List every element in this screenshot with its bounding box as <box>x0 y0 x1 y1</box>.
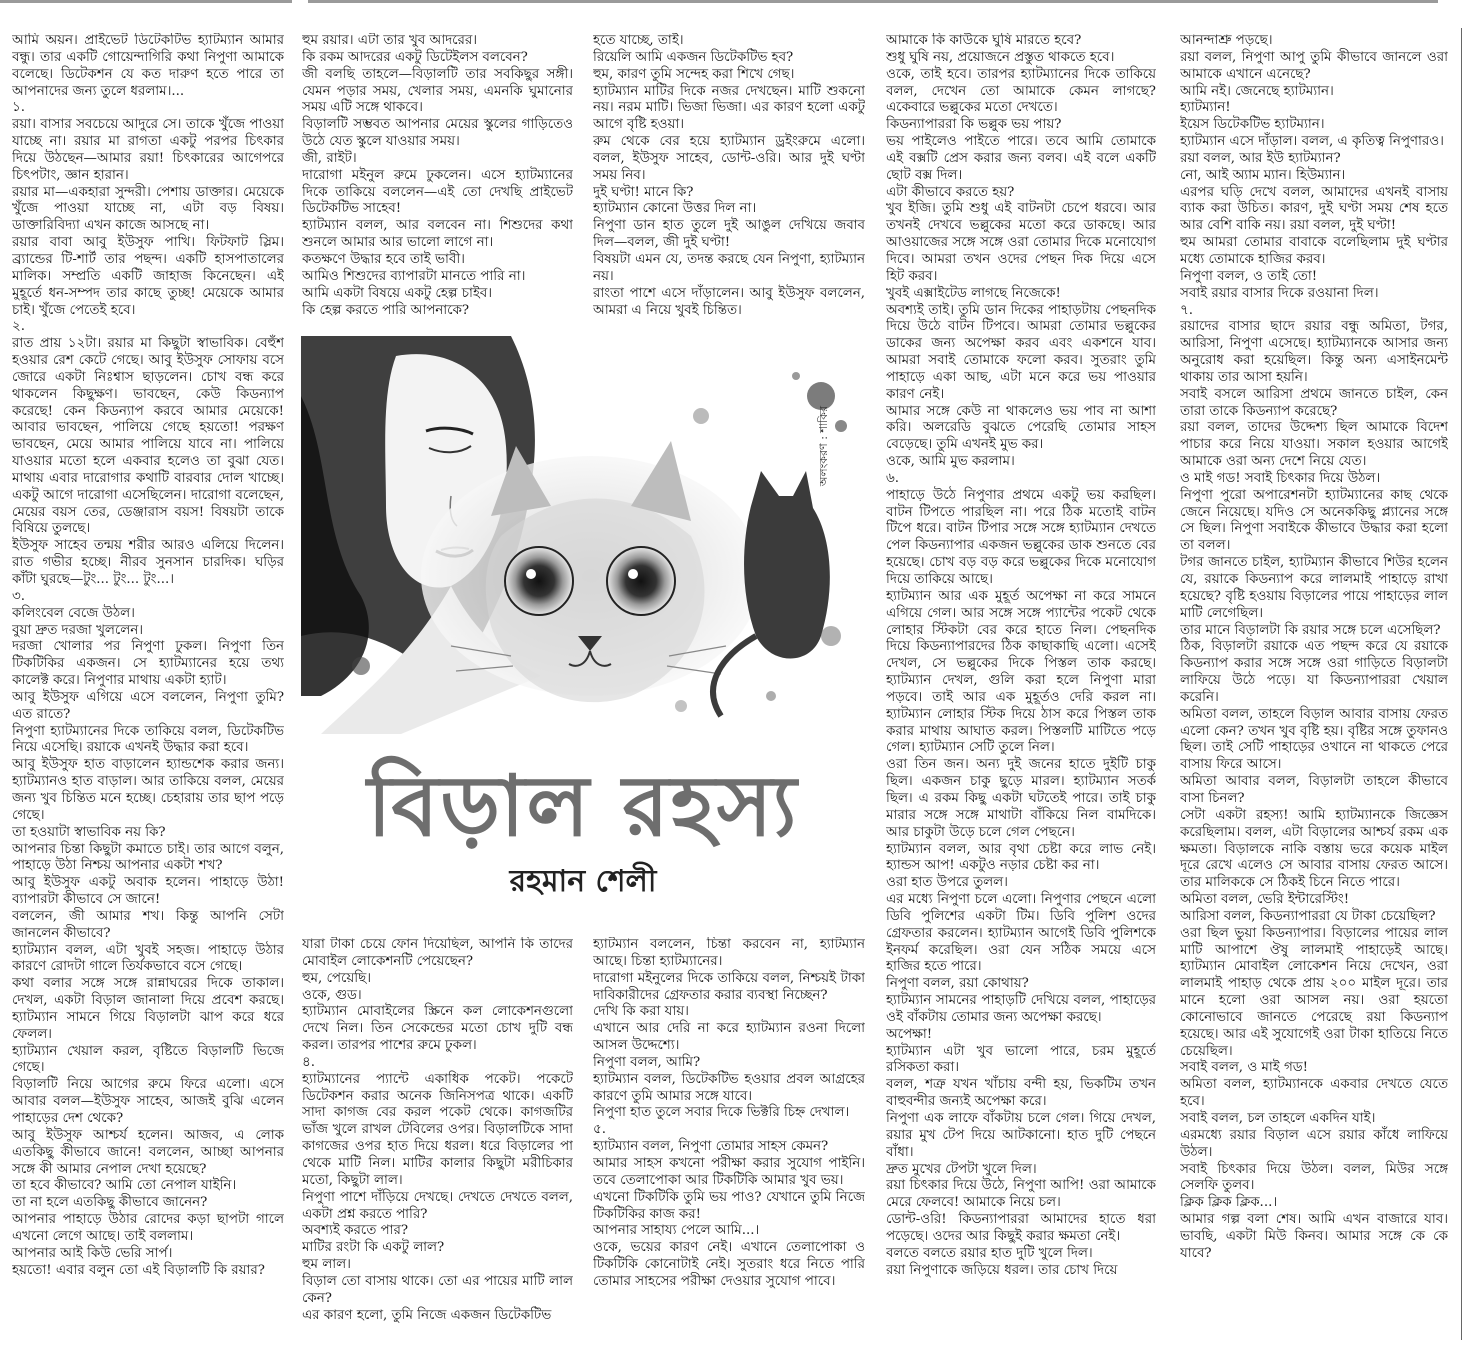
paragraph: নিপুণা এক লাফে বাঁকটায় চলে গেল। গিয়ে দেখল, রয়ার মুখ টেপ দিয়ে আটকানো। হাত দুটি পেছনে বাঁধা। <box>886 1111 1156 1160</box>
paragraph: এরমধ্যে রয়ার বিড়াল এসে রয়ার কাঁধে লাফিয়ে উঠল। <box>1180 1127 1448 1160</box>
right-edge-rule <box>1461 28 1462 1340</box>
paragraph: তা না হলে এতকিছু কীভাবে জানেন? <box>12 1195 208 1211</box>
paragraph: এখানে আর দেরি না করে হ্যাটম্যান রওনা দিলো আসল উদ্দেশ্যে। <box>593 1021 865 1054</box>
paragraph: হ্যাটম্যান বললেন, চিন্তা করবেন না, হ্যাটম্যান আছে। চিন্তা হ্যাটম্যানের। <box>593 937 865 969</box>
paragraph: আমি নই। জেনেছে হ্যাটম্যান। <box>1180 83 1334 99</box>
paragraph: রয়া বলল, তাদের উদ্দেশ্য ছিল আমাকে বিদেশ পাচার করে নিয়ে যাওয়া। সকাল হওয়ার আগেই আমাকে ওরা অন্য দেশে নিয়ে যেত। <box>1180 420 1448 470</box>
paragraph: এরপর ঘড়ি দেখে বলল, আমাদের এখনই বাসায় ব্যাক করা উচিত। কারণ, দুই ঘণ্টা সময় শেষ হতে আর বেশি বাকি নয়। রয়া বলল, দুই ঘণ্টা! <box>1180 184 1448 234</box>
paragraph: কতক্ষণে উদ্ধার হবে তাই ভাবী। <box>302 251 465 267</box>
paragraph: আনন্দাশ্রু পড়ছে। <box>1180 33 1273 48</box>
paragraph: এটা কীভাবে করতে হয়? <box>886 184 1015 200</box>
paragraph: নিপুণা হ্যাটম্যানের দিকে তাকিয়ে বলল, ডিটেকটিভ নিয়ে এসেছি। রয়াকে এখনই উদ্ধার করা হবে। <box>12 723 284 756</box>
top-rule <box>0 0 1467 8</box>
paragraph: কিডন্যাপাররা কি ভল্লুক ভয় পায়? <box>886 117 1062 133</box>
paragraph: ক্লিক ক্লিক ক্লিক...। <box>1180 1195 1278 1211</box>
column-4 <box>886 33 1156 1343</box>
paragraph: বলল, শত্রু যখন খাঁচায় বন্দী হয়, ভিকটিম তখন বাহুবন্দীর জন্যই অপেক্ষা করে। <box>886 1077 1156 1110</box>
paragraph: বললেন, জী আমার শখ। কিন্তু আপনি সেটা জানলেন কীভাবে? <box>12 908 284 941</box>
paragraph: ও মাই গড! সবাই চিৎকার দিয়ে উঠল। <box>1180 470 1381 486</box>
paragraph: ২. <box>12 319 25 335</box>
paragraph: কলিংবেল বেজে উঠল। <box>12 605 135 621</box>
paragraph: হ্যাটম্যান কোনো উত্তর দিল না। <box>593 201 757 217</box>
paragraph: তা হওয়াটা স্বাভাবিক নয় কি? <box>12 824 166 840</box>
paragraph: ইয়েস ডিটেকটিভ হ্যাটম্যান। <box>1180 117 1325 133</box>
paragraph: হুম লাল। <box>302 1257 351 1273</box>
paragraph: হ্যাটম্যান মোবাইলের স্ক্রিনে কল লোকেশনগুলো দেখে নিল। তিন সেকেন্ডের মতো চোখ দুটি বন্ধ করল। তারপর পাশের রুমে ঢুকল। <box>302 1004 573 1054</box>
paragraph: হ্যাটম্যান! <box>1180 100 1231 116</box>
paragraph: ইউসুফ সাহেব তন্ময় শরীর আরও এলিয়ে দিলেন। রাত গভীর হচ্ছে। নীরব সুনসান চারদিক। ঘড়ির কাঁটা ঘুরছে—টুং... টুং... টুং...। <box>12 538 284 587</box>
paragraph: আবু ইউসুফ একটু অবাক হলেন। পাহাড়ে উঠা! ব্যাপারটা কীভাবে সে জানে! <box>12 875 284 908</box>
paragraph: ৭. <box>1180 302 1193 318</box>
paragraph: মাটির রংটা কি একটু লাল? <box>302 1240 445 1256</box>
paragraph: হ্যাটম্যান খেয়াল করল, বৃষ্টিতে বিড়ালটি ভিজে গেছে। <box>12 1043 284 1076</box>
paragraph: দ্রুত মুখের টেপটা খুলে দিল। <box>886 1161 1037 1177</box>
column-1 <box>12 33 284 1343</box>
paragraph: এর কারণ হলো, তুমি নিজে একজন ডিটেকটিভ <box>302 1307 552 1323</box>
paragraph: আপনার চিন্তা কিছুটা কমাতে চাই। তার আগে বলুন, পাহাড়ে উঠা নিশ্চয় আপনার একটা শখ? <box>12 841 284 874</box>
paragraph: হতে যাচ্ছে, তাই। <box>593 33 684 48</box>
paragraph: হুম রয়ার। এটা তার খুব আদরের। <box>302 33 478 48</box>
paragraph: হ্যাটম্যানের প্যান্টে একাধিক পকেট। পকেটে ডিটেকশন করার অনেক জিনিসপত্র থাকে। একটি সাদা কাগজ বের করল পকেট থেকে। কাগজটির ভাঁজ খুলে রাখল টেবিলের ওপর। বিড়ালটিকে সাদা কাগজের ওপর হাত দিয়ে ধরল। ধরে বিড়ালের পা থেকে মাটি নিল। মাটির কালার কিছুটা মরীচিকার মতো, কিছুটা লাল। <box>302 1071 573 1188</box>
paragraph: আরিসা বলল, কিডন্যাপাররা যে টাকা চেয়েছিল? <box>1180 908 1436 924</box>
paragraph: তার মানে বিড়ালটা কি রয়ার সঙ্গে চলে এসেছিল? <box>1180 622 1441 638</box>
paragraph: বলতে বলতে রয়ার হাত দুটি খুলে দিল। <box>886 1245 1093 1261</box>
paragraph: আবু ইউসুফ আশ্চর্য হলেন। আজব, এ লোক এতকিছু কীভাবে জানে! বললেন, আচ্ছা আপনার সঙ্গে কী আমার নেপাল দেখা হয়েছে? <box>12 1127 284 1177</box>
paragraph: পাহাড়ে উঠে নিপুণার প্রথমে একটু ভয় করছিল। বাটন টিপতে পারছিল না। পরে ঠিক মতোই বাটন টিপে ধরে। বাটন টিপার সঙ্গে সঙ্গে হ্যাটম্যান দেখতে পেল কিডন্যাপার একজন ভল্লুকের ডাক শুনতে বের হয়েছে। চোখ বড় বড় করে ভল্লুকের দিকে মনোযোগ দিয়ে তাকিয়ে আছে। <box>886 487 1156 587</box>
paragraph: খুব ইজি। তুমি শুধু এই বাটনটা চেপে ধরবে। আর তখনই দেখবে ভল্লুকের মতো করে ডাকছে। আর আওয়াজের সঙ্গে সঙ্গে ওরা তোমার দিকে মনোযোগ দিবে। আমরা তখন ওদের পেছন দিক দিয়ে এসে হিট করব। <box>886 201 1156 284</box>
paragraph: সেটা একটা রহস্য! আমি হ্যাটম্যানকে জিজ্ঞেস করেছিলাম। বলল, এটা বিড়ালের আশ্চর্য রকম এক ক্ষমতা। বিড়ালকে নাকি বস্তায় ভরে কয়েক মাইল দূরে রেখে এলেও সে আবার বাসায় ফেরত আসে। তার মালিককে সে ঠিকই চিনে নিতে পারে। <box>1180 807 1448 891</box>
paragraph: আপনার পাহাড়ে উঠার রোদের কড়া ছাপটা গালে এখনো লেগে আছে। তাই বললাম। <box>12 1212 284 1244</box>
illustration-credit: অলংকরণ : শাকির <box>817 406 830 487</box>
paragraph: নিপুণা হাত তুলে সবার দিকে ভিক্টরি চিহ্ন দেখাল। <box>593 1105 850 1121</box>
paragraph: দরজা খোলার পর নিপুণা ঢুকল। নিপুণা তিন টিকটিকির একজন। সে হ্যাটম্যানের হয়ে তথ্য কালেক্ট করে। নিপুণার মাথায় একটা হ্যাট। <box>12 639 284 689</box>
paragraph: আমি একটা বিষয়ে একটু হেল্প চাইব। <box>302 285 493 301</box>
paragraph: হ্যাটম্যান সামনের পাহাড়টি দেখিয়ে বলল, পাহাড়ের ওই বাঁকটায় তোমার জন্য অপেক্ষা করছে। <box>886 993 1156 1025</box>
paragraph: শুধু ঘুষি নয়, প্রয়োজনে প্রস্তুত থাকতে হবে। <box>886 49 1115 65</box>
paragraph: যারা টাকা চেয়ে ফোন দিয়েছিল, আপনি কি তাদের মোবাইল লোকেশনটি পেয়েছেন? <box>302 937 573 969</box>
paragraph: হ্যাটম্যান এসে দাঁড়াল। বলল, এ কৃতিত্ব নিপুণারও। <box>1180 134 1444 150</box>
top-rule-segment <box>0 0 292 3</box>
paragraph: ৪. <box>302 1054 315 1070</box>
paragraph: ঠিক, বিড়ালটা রয়াকে এত পছন্দ করে যে রয়াকে কিডন্যাপ করার সঙ্গে সঙ্গে ওরা গাড়িতে বিড়ালটা লাফিয়ে উঠে পড়ে। যা কিডন্যাপাররা খেয়াল করেনি। <box>1180 639 1448 705</box>
paragraph: টগর জানতে চাইল, হ্যাটম্যান কীভাবে শিউর হলেন যে, রয়াকে কিডন্যাপ করে লালমাই পাহাড়ে রাখা হয়েছে? বৃষ্টি হওয়ায় বিড়ালের পায়ে পাহাড়ের লাল মাটি লেগেছিল। <box>1180 555 1448 621</box>
column-3-top <box>593 33 865 329</box>
paragraph: নিপুণা ডান হাত তুলে দুই আঙুল দেখিয়ে জবাব দিল—বলল, জী দুই ঘণ্টা! <box>593 218 865 251</box>
paragraph: এর মধ্যে নিপুণা চলে এলো। নিপুণার পেছনে এলো ডিবি পুলিশের একটা টিম। ডিবি পুলিশ ওদের গ্রেফতার করলেন। হ্যাটম্যান আগেই ডিবি পুলিশকে ইনফর্ম করেছিল। ওরা যেন সঠিক সময়ে এসে হাজির হতে পারে। <box>886 892 1156 975</box>
paragraph: রয়া। বাসার সবচেয়ে আদুরে সে। তাকে খুঁজে পাওয়া যাচ্ছে না। রয়ার মা রাগতা একটু পরপর চিৎকার দিয়ে উঠছেন—আমার রয়া! চিৎকারের আগেপরে চিৎপটাং, জ্ঞান হারান। <box>12 117 284 183</box>
paragraph: হুম আমরা তোমার বাবাকে বলেছিলাম দুই ঘণ্টার মধ্যে তোমাকে হাজির করব। <box>1180 235 1448 267</box>
paragraph: হয়তো! এবার বলুন তো এই বিড়ালটি কি রয়ার? <box>12 1262 265 1278</box>
paragraph: রয়াদের বাসার ছাদে রয়ার বন্ধু অমিতা, টগর, আরিসা, নিপুণা এসেছে। হ্যাটম্যানকে আসার জন্য অনুরোধ করা হয়েছিল। কিন্তু অন্য এসাইনমেন্ট থাকায় তার আসা হয়নি। <box>1180 319 1448 385</box>
paragraph: দারোগা মইনুল রুমে ঢুকলেন। এসে হ্যাটম্যানের দিকে তাকিয়ে বললেন—এই তো দেখছি প্রাইভেট ডিটেকটিভ সাহেব! <box>302 167 573 217</box>
paragraph: রুম থেকে বের হয়ে হ্যাটম্যান ড্রইংরুমে এলো। বলল, ইউসুফ সাহেব, ডোন্ট-ওরি। আর দুই ঘণ্টা সময় নিব। <box>593 134 865 183</box>
paragraph: সবাই চিৎকার দিয়ে উঠল। বলল, মিউর সঙ্গে সেলফি তুলব। <box>1180 1161 1448 1194</box>
paragraph: ওরা তিন জন। অন্য দুই জনের হাতে দুইটি চাকু ছিল। একজন চাকু ছুড়ে মারল। হ্যাটম্যান সতর্ক ছিল। এ রকম কিছু একটা ঘটতেই পারে। তাই চাকু মারার সঙ্গে সঙ্গে মাথাটা বাঁকিয়ে নিল বামদিকে। আর চাকুটা উড়ে চলে গেল পেছনে। <box>886 757 1156 840</box>
paragraph: আমার সঙ্গে কেউ না থাকলেও ভয় পাব না আশা করি। অলরেডি বুঝতে পেরেছি তোমার সাহস বেড়েছে। তুমি এখনই মুভ কর। <box>886 403 1156 453</box>
paragraph: বিড়ালটি নিয়ে আগের রুমে ফিরে এলো। এসে আবার বলল—ইউসুফ সাহেব, আজই বুঝি এলেন পাহাড়ের দেশ থেকে? <box>12 1077 284 1126</box>
paragraph: রাত প্রায় ১২টা। রয়ার মা কিছুটা স্বাভাবিক। বেহুঁশ হওয়ার রেশ কেটে গেছে। আবু ইউসুফ সোফায় বসে জোরে একটা নিঃশ্বাস ছাড়লেন। চোখ বন্ধ করে থাকলেন কিছুক্ষণ। ভাবছেন, কেউ কিডন্যাপ করেছে! কেন কিডন্যাপ করবে আমার মেয়েকে! আবার ভাবছেন, পালিয়ে গেছে হয়তো! পরক্ষণ ভাবছেন, মেয়ে আমার পালিয়ে যাবে না। পালিয়ে যাওয়ার মতো হলে একবার হলেও তা বুঝা যেত। মাথায় এবার দারোগার কথাটি বারবার দোল খাচ্ছে। একটু আগে দারোগা এসেছিলেন। দারোগা বলেছেন, মেয়ের বয়স তের, ডেঞ্জারাস বয়স! বিষয়টা তাকে বিষিয়ে তুলছে। <box>12 336 284 537</box>
paragraph: নিপুণা পুরো অপারেশনটা হ্যাটম্যানের কাছ থেকে জেনে নিয়েছে। যদিও সে অনেককিছু প্ল্যানের সঙ্গে সে ছিল। নিপুণা সবাইকে কীভাবে উদ্ধার করা হলো তা বলল। <box>1180 487 1448 554</box>
paragraph: ওকে, গুড। <box>302 987 362 1003</box>
paragraph: হ্যাটম্যান বলল, আর বলবেন না। শিশুদের কথা শুনলে আমার আর ভালো লাগে না। <box>302 218 573 251</box>
paragraph: হ্যাটম্যান বলল, এটা খুবই সহজ। পাহাড়ে উঠার কারণে রোদটা গালে তির্যকভাবে বসে গেছে। <box>12 942 284 975</box>
paragraph: ডোন্ট-ওরি! কিডন্যাপাররা আমাদের হাতে ধরা পড়েছে। ওদের আর কিছুই করার ক্ষমতা নেই। <box>886 1212 1156 1244</box>
paragraph: সবাই রয়ার বাসার দিকে রওয়ানা দিল। <box>1180 285 1379 301</box>
paragraph: রিয়েলি আমি একজন ডিটেকটিভ হব? <box>593 49 794 65</box>
paragraph: রয়া নিপুণাকে জড়িয়ে ধরল। তার চোখ দিয়ে <box>886 1262 1118 1278</box>
paragraph: ওকে, ভয়ের কারণ নেই। এখানে তেলাপোকা ও টিকটিকি কোনোটাই নেই। সুতরাং ধরে নিতে পারি তোমার সাহসের পরীক্ষা দেওয়ার সুযোগ পাবে। <box>593 1240 865 1289</box>
column-2-bottom <box>302 937 573 1343</box>
paragraph: ওকে, তাই হবে। তারপর হ্যাটম্যানের দিকে তাকিয়ে বলল, দেখেন তো আমাকে কেমন লাগছে? একেবারে ভল্লুকের মতো দেখতে। <box>886 66 1156 116</box>
paragraph: রয়া বলল, নিপুণা আপু তুমি কীভাবে জানলে ওরা আমাকে এখানে এনেছে? <box>1180 49 1448 82</box>
paragraph: হ্যাটম্যান বলল, নিপুণা তোমার সাহস কেমন? <box>593 1139 829 1155</box>
paragraph: ৬. <box>886 470 899 486</box>
girl-and-cats-illustration <box>301 336 865 734</box>
paragraph: রয়ার মা—একহারা সুন্দরী। পেশায় ডাক্তার। মেয়েকে খুঁজে পাওয়া যাচ্ছে না, এটা বড় বিষয়। ডাক্তারিবিদ্যা এখন কাজে আসছে না। <box>12 184 284 234</box>
paragraph: ওরা হাত উপরে তুলল। <box>886 875 1008 891</box>
paragraph: বিড়ালটি সম্ভবত আপনার মেয়ের স্কুলের গাড়িতেও উঠে যেত স্কুলে যাওয়ার সময়। <box>302 117 573 150</box>
paragraph: ৫. <box>593 1122 606 1138</box>
paragraph: সবাই বলল, চল তাহলে একদিন যাই। <box>1180 1111 1376 1126</box>
paragraph: আমি অয়ন। প্রাইভেট ডিটেকটিভ হ্যাটম্যান আমার বন্ধু। তার একটি গোয়েন্দাগিরি কথা নিপুণা আমাকে বলেছে। ডিটেকশন যে কত দারুণ হতে পারে তা আপনাদের জন্য তুলে ধরলাম।... <box>12 33 284 99</box>
paragraph: জী বলছি তাহলে—বিড়ালটি তার সবকিছুর সঙ্গী। যেমন পড়ার সময়, খেলার সময়, এমনকি ঘুমানোর সময় এটি সঙ্গে থাকবে। <box>302 66 573 116</box>
paragraph: হ্যাটম্যান বলল, আর বৃথা চেষ্টা করে লাভ নেই। হ্যান্ডস আপ! একটুও নড়ার চেষ্টা কর না। <box>886 841 1156 874</box>
paragraph: নিপুণা বলল, আমি? <box>593 1054 701 1070</box>
paragraph: আবু ইউসুফ হাত বাড়ালেন হ্যান্ডশেক করার জন্য। হ্যাটম্যানও হাত বাড়াল। আর তাকিয়ে বলল, মেয়ের জন্য খুব চিন্তিত মনে হচ্ছে। চেহারায় তার ছাপ পড়ে গেছে। <box>12 757 284 823</box>
story-illustration <box>301 336 865 734</box>
paragraph: অমিতা আবার বলল, বিড়ালটা তাহলে কীভাবে বাসা চিনল? <box>1180 774 1448 806</box>
paragraph: আপনার আই কিউ ভেরি সার্প। <box>12 1245 173 1261</box>
paragraph: আমিও শিশুদের ব্যাপারটা মানতে পারি না। <box>302 268 526 284</box>
paragraph: হুম, পেয়েছি। <box>302 970 372 986</box>
paragraph: রয়া চিৎকার দিয়ে উঠে, নিপুণা আপি! ওরা আমাকে মেরে ফেলবে! আমাকে নিয়ে চল। <box>886 1178 1156 1211</box>
paragraph: জী, রাইট। <box>302 150 357 166</box>
paragraph: সবাই বলল, ও মাই গড! <box>1180 1060 1308 1076</box>
story-title: বিড়াল রহস্য <box>367 756 799 855</box>
paragraph: দুই ঘণ্টা! মানে কি? <box>593 184 694 200</box>
paragraph: ভয় পাইলেও পাইতে পারে। তবে আমি তোমাকে এই বক্সটি প্রেস করার জন্য বলব। এই বলে একটি ছোট বক্স দিল। <box>886 134 1156 183</box>
paragraph: হ্যাটম্যান এটা খুব ভালো পারে, চরম মুহূর্তে রসিকতা করা। <box>886 1043 1156 1076</box>
paragraph: বিড়াল তো বাসায় থাকে। তো এর পায়ের মাটি লাল কেন? <box>302 1273 573 1306</box>
paragraph: বিষয়টা এমন যে, তদন্ত করছে যেন নিপুণা, হ্যাটম্যান নয়। <box>593 251 865 284</box>
paragraph: হ্যাটম্যান মাটির দিকে নজর দেখছেন। মাটি শুকনো নয়। নরম মাটি। ভিজা ভিজা। এর কারণ হলো একটু আগে বৃষ্টি হওয়া। <box>593 83 865 133</box>
paragraph: আমাকে কি কাউকে ঘুষি মারতে হবে? <box>886 33 1082 48</box>
paragraph: রয়া বলল, আর ইউ হ্যাটম্যান? <box>1180 150 1341 166</box>
paragraph: আপনার সাহায্য পেলে আমি...। <box>593 1223 760 1239</box>
paragraph: রাংতা পাশে এসে দাঁড়ালেন। আবু ইউসুফ বললেন, আমরা এ নিয়ে খুবই চিন্তিত। <box>593 285 865 318</box>
column-2-top <box>302 33 573 329</box>
paragraph: নিপুণা বলল, ও তাই তো! <box>1180 268 1318 284</box>
column-5 <box>1180 33 1448 1343</box>
paragraph: অমিতা বলল, ভেরি ইন্টারেস্টিং! <box>1180 892 1350 908</box>
story-author: রহমান শেলী <box>509 864 657 899</box>
paragraph: আমার গল্প বলা শেষ। আমি এখন বাজারে যাব। ভাবছি, একটা মিউ কিনব। আমার সঙ্গে কে কে যাবে? <box>1180 1212 1448 1261</box>
paragraph: অবশ্যই তাই। তুমি ডান দিকের পাহাড়টায় পেছনদিক দিয়ে উঠে বাটন টিপবে। আমরা তোমার ভল্লুকের ডাকের জন্য অপেক্ষা করব এবং একশনে যাব। আমরা সবাই তোমাকে ফলো করব। সুতরাং তুমি পাহাড়ে একা আছ, এটা মনে করে ভয় পাওয়ার কারণ নেই। <box>886 302 1156 402</box>
paragraph: রয়ার বাবা আবু ইউসুফ পাখি। ফিটফাট স্লিম। ব্র্যান্ডের টি-শার্ট তার পছন্দ। একটি হাসপাতালের মালিক। সম্প্রতি একটি জাহাজ কিনেছেন। এই মুহূর্তে ধন-সম্পদ তার কাছে তুচ্ছ! মেয়েকে আমার চাই। খুঁজে পেতেই হবে। <box>12 235 284 318</box>
paragraph: ৩. <box>12 588 25 604</box>
paragraph: নো, আই অ্যাম ম্যান। হিউম্যান। <box>1180 167 1346 183</box>
paragraph: দেখি কি করা যায়। <box>593 1004 689 1020</box>
paragraph: অমিতা বলল, তাহলে বিড়াল আবার বাসায় ফেরত এলো কেন? তখন খুব বৃষ্টি হয়। বৃষ্টির সঙ্গে তুফানও ছিল। তাই সেটি পাহাড়ের ওখানে না থাকতে পেরে বাসায় ফিরে আসে। <box>1180 706 1448 773</box>
paragraph: নিপুণা বলল, রয়া কোথায়? <box>886 976 1029 992</box>
paragraph: খুবই এক্সাইটেড লাগছে নিজেকে! <box>886 285 1061 301</box>
paragraph: তা হবে কীভাবে? আমি তো নেপাল যাইনি। <box>12 1178 237 1194</box>
paragraph: হ্যাটম্যান বলল, ডিটেকটিভ হওয়ার প্রবল আগ্রহের কারণে তুমি আমার সঙ্গে যাবে। <box>593 1071 865 1104</box>
paragraph: ওকে, আমি মুভ করলাম। <box>886 454 1015 470</box>
paragraph: অবশ্যই করতে পার? <box>302 1223 409 1239</box>
column-3-bottom <box>593 937 865 1343</box>
paragraph: কথা বলার সঙ্গে সঙ্গে রান্নাঘরের দিকে তাকাল। দেখল, একটা বিড়াল জানালা দিয়ে প্রবেশ করছে। হ্যাটম্যান সামনে গিয়ে বিড়ালটা ঝাপ করে ধরে ফেলল। <box>12 976 284 1042</box>
paragraph: হুম, কারণ তুমি সন্দেহ করা শিখে গেছ। <box>593 66 795 82</box>
paragraph: আমার সাহস কখনো পরীক্ষা করার সুযোগ পাইনি। তবে তেলাপোকা আর টিকটিকি আমার খুব ভয়। <box>593 1155 865 1188</box>
paragraph: নিপুণা পাশে দাঁড়িয়ে দেখছে। দেখতে দেখতে বলল, একটা প্রশ্ন করতে পারি? <box>302 1189 573 1222</box>
paragraph: হ্যাটম্যান আর এক মুহূর্ত অপেক্ষা না করে সামনে এগিয়ে গেল। আর সঙ্গে সঙ্গে প্যান্টের পকেট থেকে লোহার স্টিকটা বের করে হাতে নিল। পেছনদিক দিয়ে কিডন্যাপারদের ঠিক কাছাকাছি এলো। এসেই দেখল, সে ভল্লুকের দিকে পিস্তল তাক করছে। হ্যাটম্যান দেখল, গুলি করা হলে নিপুণা মারা পড়বে। তাই আর এক মুহূর্তও দেরি করল না। হ্যাটম্যান লোহার স্টিক দিয়ে ঠাস করে পিস্তল তাক করার মাথায় আঘাত করল। পিস্তলটি মাটিতে পড়ে গেল। হ্যাটম্যান সেটি তুলে নিল। <box>886 588 1156 756</box>
paragraph: ওরা ছিল ভুয়া কিডন্যাপার। বিড়ালের পায়ের লাল মাটি আপাশে ঔষু লালমাই পাহাড়েই আছে। হ্যাটম্যান মোবাইল লোকেশন নিয়ে দেখেন, ওরা লালমাই পাহাড় থেকে প্রায় ২০০ মাইল দূরে। তার মানে হলো ওরা আসল নয়। ওরা হয়তো কোনোভাবে জানতে পেরেছে রয়া কিডন্যাপ হয়েছে। আর এই সুযোগেই ওরা টাকা হাতিয়ে নিতে চেয়েছিল। <box>1180 925 1448 1059</box>
paragraph: অমিতা বলল, হ্যাটম্যানকে একবার দেখতে যেতে হবে। <box>1180 1077 1448 1110</box>
top-rule-segment <box>308 0 1438 3</box>
paragraph: কি রকম আদরের একটু ডিটেইলস বলবেন? <box>302 49 528 65</box>
paragraph: এখনো টিকটিকি তুমি ভয় পাও? যেখানে তুমি নিজে টিকটিকির কাজ কর! <box>593 1189 865 1222</box>
paragraph: কি হেল্প করতে পারি আপনাকে? <box>302 302 470 318</box>
paragraph: বুয়া দ্রুত দরজা খুললেন। <box>12 622 143 638</box>
paragraph: ১. <box>12 100 25 116</box>
paragraph: সবাই বসলে আরিসা প্রথমে জানতে চাইল, কেন তারা তাকে কিডন্যাপ করেছে? <box>1180 386 1448 419</box>
paragraph: অপেক্ষা! <box>886 1026 933 1042</box>
paragraph: আবু ইউসুফ এগিয়ে এসে বললেন, নিপুণা তুমি? এত রাতে? <box>12 689 284 722</box>
paragraph: দারোগা মইনুলের দিকে তাকিয়ে বলল, নিশ্চয়ই টাকা দাবিকারীদের গ্রেফতার করার ব্যবস্থা নিচ্ছেন? <box>593 970 865 1003</box>
